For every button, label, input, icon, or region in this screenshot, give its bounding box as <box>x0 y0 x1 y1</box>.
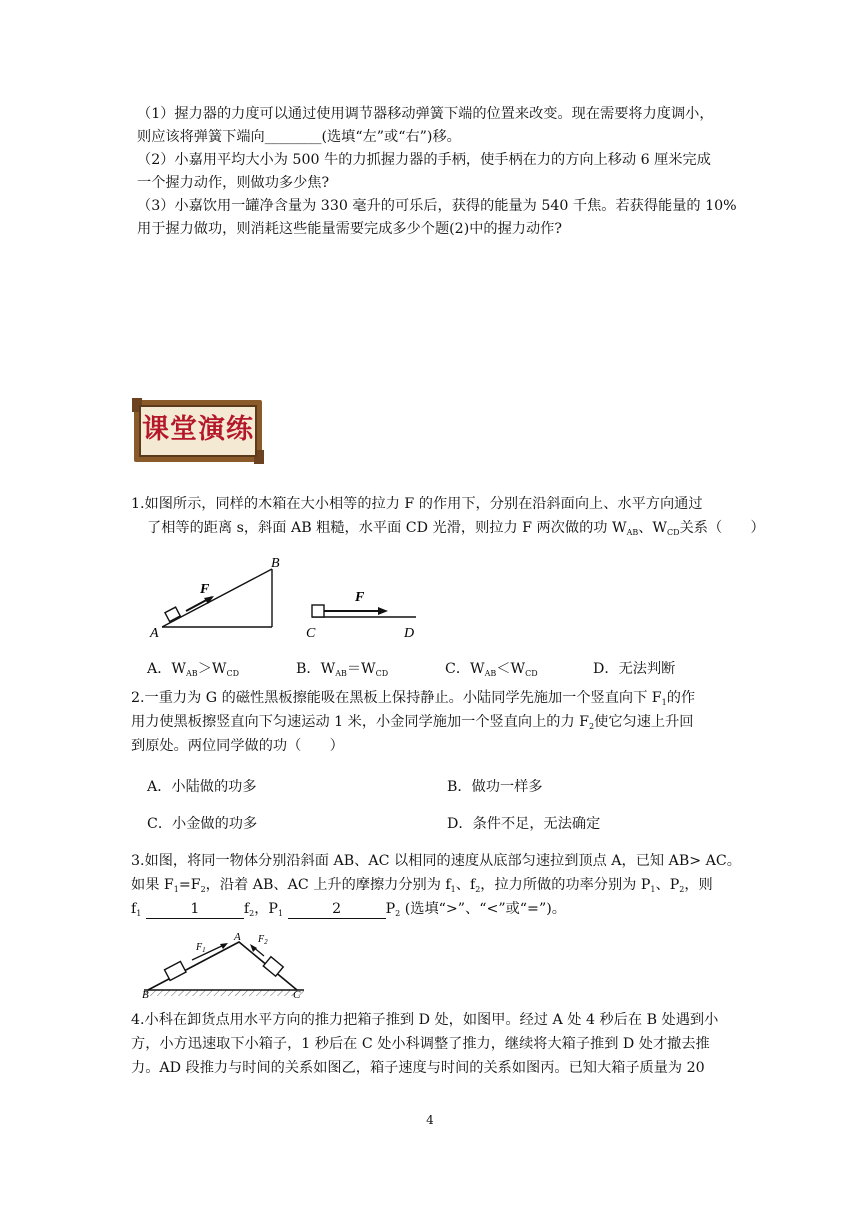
q2-line3: 到原处。两位同学做的功（ ） <box>131 738 344 754</box>
q1-line1: 1.如图所示，同样的木箱在大小相等的拉力 F 的作用下，分别在沿斜面向上、水平方向通过 <box>131 496 703 512</box>
q3-line2: 如果 $F_1=F_2$，沿着 AB、AC 上升的摩擦力分别为 $f_1$、$f_2$，拉力所做的功率分别为 $P_1$、$P_2$，则 <box>131 877 713 894</box>
q2-option-d[interactable]: D．条件不足，无法确定 <box>447 816 601 832</box>
q3-line1: 3.如图，将同一物体分别沿斜面 AB、AC 以相同的速度从底部匀速拉到顶点 A，已知 AB> AC。 <box>131 853 741 869</box>
q1-left-F-label: F <box>200 582 210 597</box>
part3-line1: （3）小嘉饮用一罐净含量为 330 毫升的可乐后，获得的能量为 540 千焦。若获得能量的 10% <box>137 198 737 214</box>
q4-line1: 4.小科在卸货点用水平方向的推力把箱子推到 D 处，如图甲。经过 A 处 4 秒后在 B 处遇到小 <box>131 1012 719 1028</box>
q2-line1: 2.一重力为 G 的磁性黑板擦能吸在黑板上保持静止。小陆同学先施加一个竖直向下 $F_1$的作 <box>131 690 696 707</box>
q3-fig-C-label: C <box>293 989 301 1000</box>
q1-horizontal-figure <box>300 585 430 645</box>
section-banner <box>132 396 264 466</box>
q3-blank-2[interactable]: 2 <box>288 900 386 919</box>
q1-right-D-label: D <box>404 626 415 641</box>
q3-fig-A-label: A <box>234 931 241 943</box>
q3-fig-B-label: B <box>142 989 149 1000</box>
part2-line2: 一个握力动作，则做功多少焦? <box>137 175 330 191</box>
q1-line2: 了相等的距离 s，斜面 AB 粗糙，水平面 CD 光滑，则拉力 F 两次做的功 $W_{AB}$、$W_{CD}$关系（ ） <box>147 520 765 537</box>
q1-option-d[interactable]: D．无法判断 <box>593 661 676 677</box>
q3-blank-1[interactable]: 1 <box>146 900 244 919</box>
part2-line1: （2）小嘉用平均大小为 500 牛的力抓握力器的手柄，使手柄在力的方向上移动 6 厘米完成 <box>137 152 711 168</box>
q1-right-F-label: F <box>355 590 365 605</box>
q2-line2: 用力使黑板擦竖直向下匀速运动 1 米，小金同学施加一个竖直向上的力 $F_2$使它匀速上升回 <box>131 714 694 731</box>
q4-line2: 方，小方迅速取下小箱子，1 秒后在 C 处小科调整了推力，继续将大箱子推到 D 处才撤去推 <box>131 1036 710 1052</box>
banner-title: 课堂演练 <box>142 414 254 445</box>
q1-left-B-label: B <box>271 556 280 571</box>
q1-left-A-label: A <box>150 626 159 641</box>
q3-fig-F2-label: $F_2$ <box>258 934 268 946</box>
q1-incline-figure <box>140 555 300 645</box>
q1-option-c[interactable]: C．$W_{AB}<W_{CD}$ <box>445 661 538 678</box>
q3-incline-figure <box>140 928 310 1000</box>
part1-line1: （1）握力器的力度可以通过使用调节器移动弹簧下端的位置来改变。现在需要将力度调小， <box>137 106 714 122</box>
page-number: 4 <box>426 1113 434 1127</box>
q1-option-a[interactable]: A．$W_{AB}>W_{CD}$ <box>147 661 240 678</box>
q2-option-b[interactable]: B．做功一样多 <box>447 779 543 795</box>
q2-option-a[interactable]: A．小陆做的功多 <box>147 779 257 795</box>
q2-option-c[interactable]: C．小金做的功多 <box>147 816 258 832</box>
q3-line3: $f_1$ 1 $f_2$，$P_1$ 2 $P_2$ (选填“>”、“<”或“=”)。 <box>131 901 566 918</box>
q1-option-b[interactable]: B．$W_{AB}=W_{CD}$ <box>296 661 389 678</box>
q1-right-C-label: C <box>306 626 316 641</box>
q4-line3: 力。AD 段推力与时间的关系如图乙，箱子速度与时间的关系如图丙。已知大箱子质量为 20 <box>131 1060 705 1076</box>
part3-line2: 用于握力做功，则消耗这些能量需要完成多少个题(2)中的握力动作? <box>137 221 562 237</box>
q3-fig-F1-label: $F_1$ <box>196 942 206 954</box>
part1-line2: 则应该将弹簧下端向________(选填“左”或“右”)移。 <box>137 129 461 145</box>
